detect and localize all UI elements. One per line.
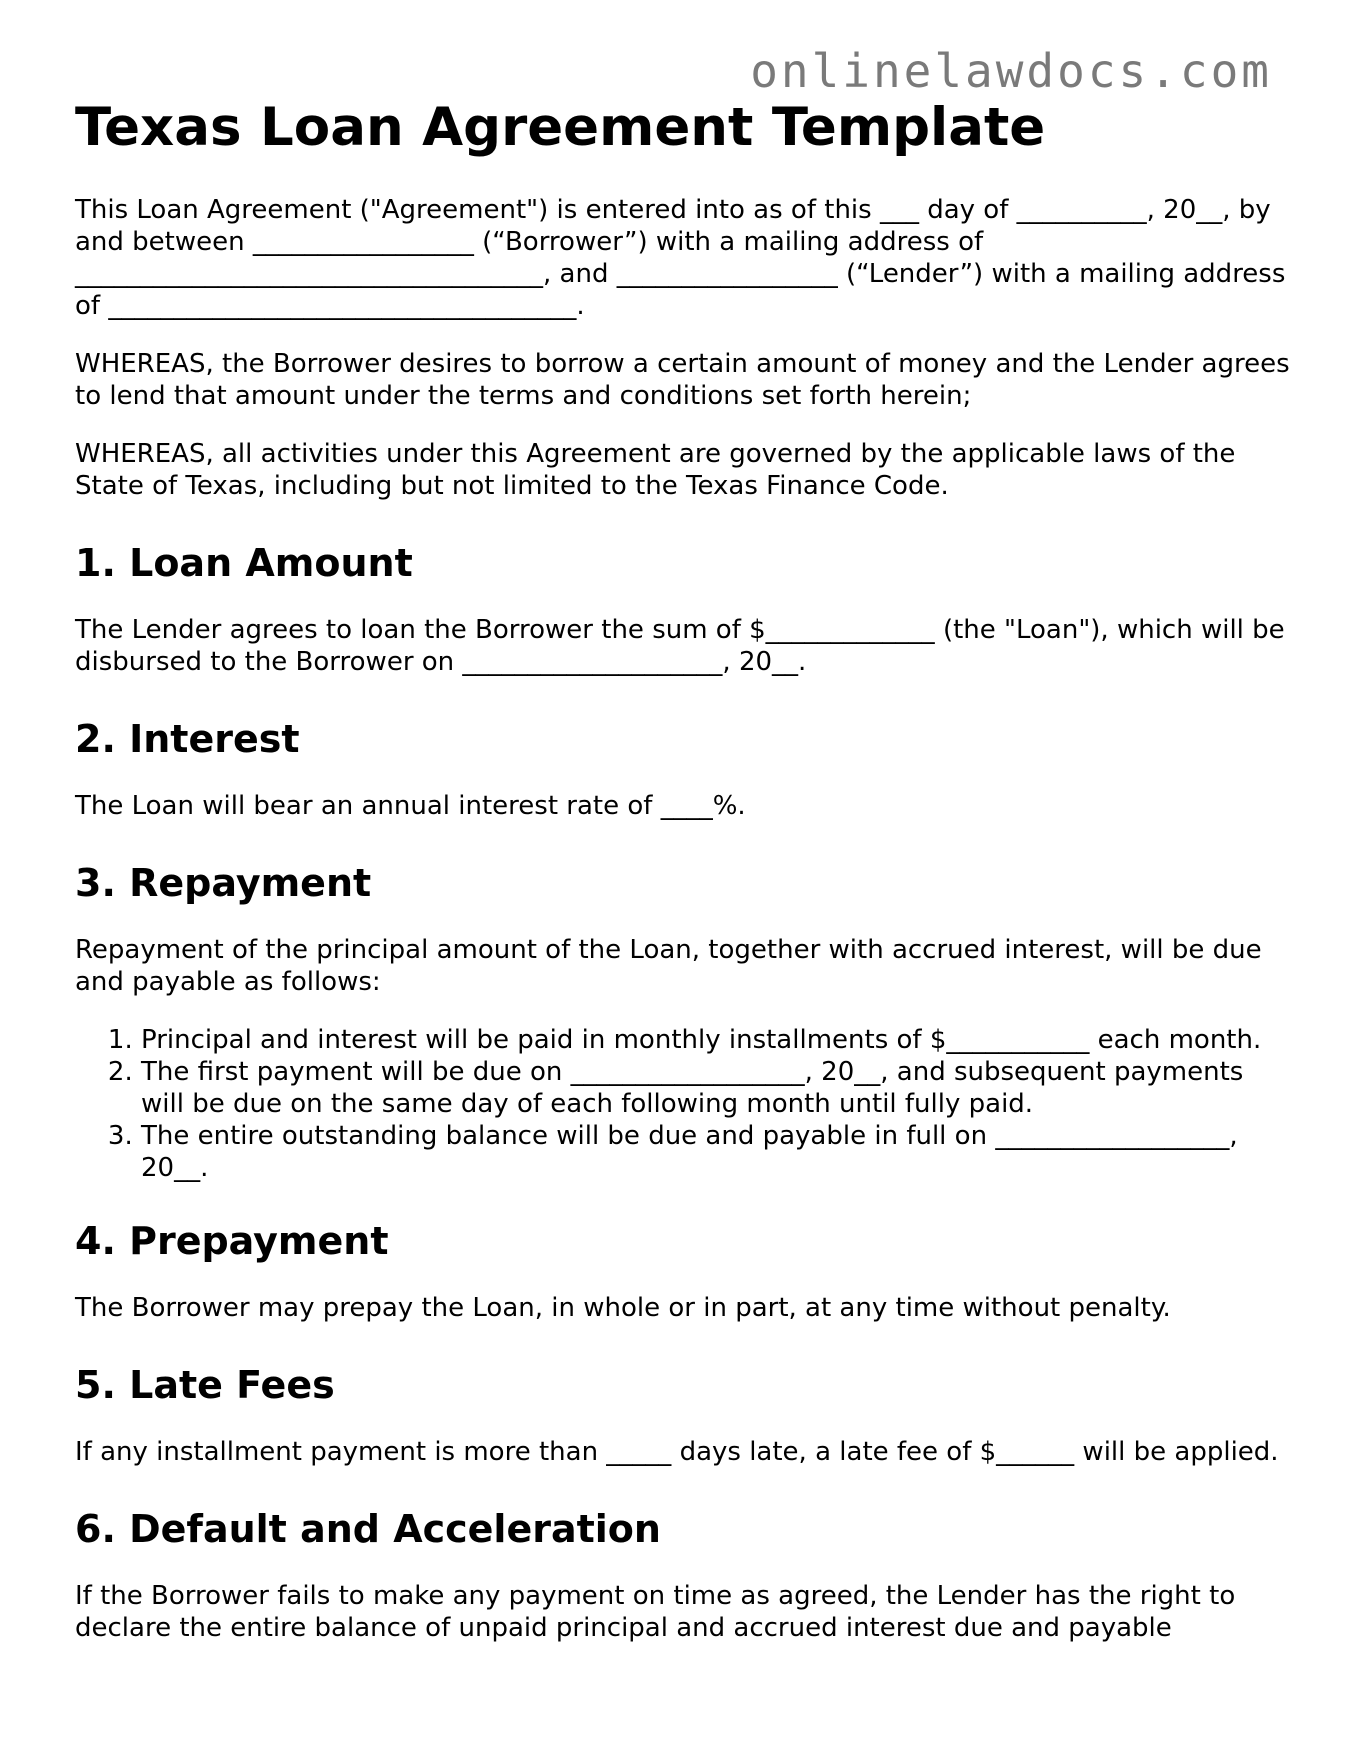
intro-paragraph: This Loan Agreement ("Agreement") is entered into as of this ___ day of __________, 20__, by and between _________________ (“Borrower”) with a mailing address of ____________________________________, and _________________ (“Lender”) with a mailing address of ____________________________________. [75,195,1286,321]
whereas-paragraph-1: WHEREAS, the Borrower desires to borrow a certain amount of money and the Lender agrees to lend that amount under the terms and conditions set forth herein; [75,349,1290,411]
document-title: Texas Loan Agreement Template [75,97,1046,158]
section-heading-prepayment: 4. Prepayment [75,1219,389,1263]
section-heading-loan-amount: 1. Loan Amount [75,541,413,585]
list-item: 1. Principal and interest will be paid in monthly installments of $___________ each month. [141,1024,1290,1056]
section-text-repayment: Repayment of the principal amount of the Loan, together with accrued interest, will be due and payable as follows: [75,935,1262,997]
list-item: 2. The first payment will be due on __________________, 20__, and subsequent payments will be due on the same day of each following month until fully paid. [141,1056,1290,1120]
section-heading-interest: 2. Interest [75,717,300,761]
section-text-late-fees: If any installment payment is more than _____ days late, a late fee of $______ will be applied. [75,1437,1279,1467]
list-item: 3. The entire outstanding balance will be due and payable in full on __________________, 20__. [141,1120,1290,1184]
section-text-loan-amount: The Lender agrees to loan the Borrower the sum of $_____________ (the "Loan"), which will be disbursed to the Borrower on ____________________, 20__. [75,615,1285,677]
section-text-default: If the Borrower fails to make any payment on time as agreed, the Lender has the right to declare the entire balance of unpaid principal and accrued interest due and payable [75,1581,1236,1643]
watermark: onlinelawdocs.com [750,44,1272,98]
whereas-paragraph-2: WHEREAS, all activities under this Agreement are governed by the applicable laws of the State of Texas, including but not limited to the Texas Finance Code. [75,439,1236,501]
section-heading-repayment: 3. Repayment [75,861,372,905]
section-text-prepayment: The Borrower may prepay the Loan, in whole or in part, at any time without penalty. [75,1293,1171,1323]
section-text-interest: The Loan will bear an annual interest rate of ____%. [75,791,746,821]
repayment-list [75,1024,1290,1184]
document-page [75,92,1290,1670]
section-heading-late-fees: 5. Late Fees [75,1363,335,1407]
section-heading-default: 6. Default and Acceleration [75,1507,661,1551]
